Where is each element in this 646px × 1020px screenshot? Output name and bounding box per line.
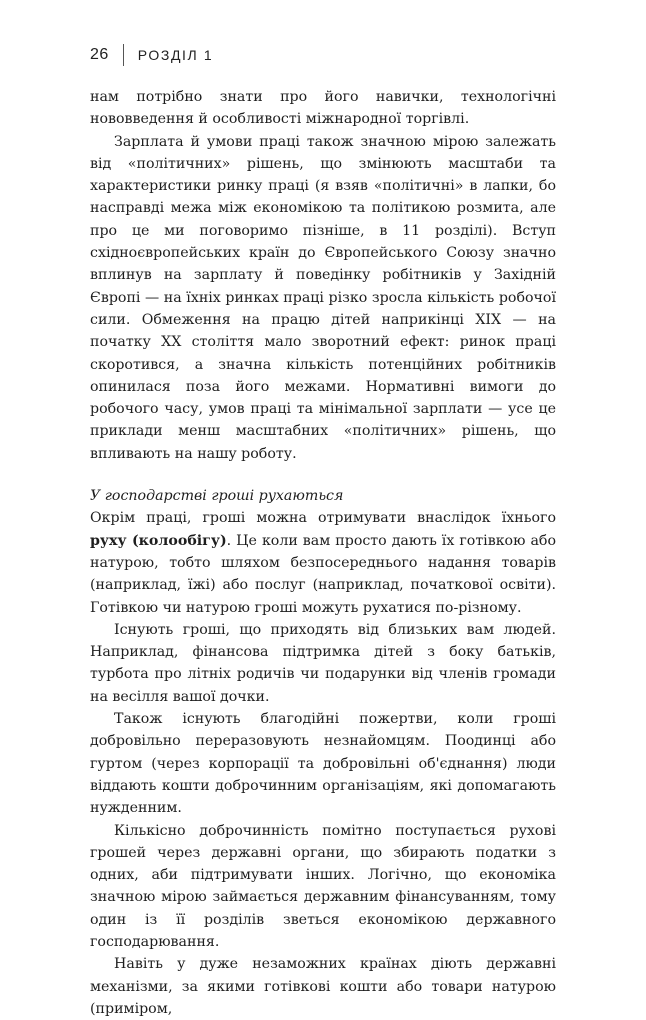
- chapter-title: РОЗДІЛ 1: [137, 47, 214, 63]
- section-title: У господарстві гроші рухаються: [90, 488, 344, 505]
- paragraph-state-funding: Кількісно доброчинність помітно поступається рухові грошей через державні органи, що збирають податки з одних, аби підтримувати інших. Логічно, що економіка значною мірою займається державним фінансуванням, тому один із її розділів зветься економікою державного господарювання.: [90, 822, 556, 950]
- paragraph-state-mechanisms: Навіть у дуже незаможних країнах діють державні механізми, за якими готівкові кошти або товари натурою (приміром,: [90, 956, 556, 1017]
- paragraph-charity: Також існують благодійні пожертви, коли гроші добровільно переразовують незнайомцям. Поодинці або гуртом (через корпорації та добровільні об'єднання) люди віддають кошти доброчинним організаціям, які допомагають нужденним.: [90, 711, 556, 817]
- key-term: руху (колообігу): [90, 532, 227, 549]
- paragraph-continuation: нам потрібно знати про його навички, технологічні нововведення й особливості міжнародної торгівлі.: [90, 89, 556, 128]
- paragraph-money-movement-rest: . Це коли вам просто дають їх готівкою або натурою, тобто шляхом безпосереднього надання товарів (наприклад, їжі) або послуг (наприклад, початкової освіти). Готівкою чи натурою гроші можуть рухатися по-різному.: [90, 532, 556, 616]
- paragraph-wages-politics: Зарплата й умови праці також значною мірою залежать від «політичних» рішень, що змінюють масштаби та характеристики ринку праці (я взяв «політичні» в лапки, бо насправді межа між економікою та політикою розмита, але про це ми поговоримо пізніше, в 11 розділі). Вступ східноєвропейських країн до Європейського Союзу значно вплинув на зарплату й поведінку робітників у Західній Європі — на їхніх ринках праці різко зросла кількість робочої сили. Обмеження на працю дітей наприкінці XIX — на початку XX століття мало зворотний ефект: ринок праці скоротився, а значна кількість потенційних робітників опинилася поза його межами. Нормативні вимоги до робочого часу, умов праці та мінімальної зарплати — усе це приклади менш масштабних «політичних» рішень, що впливають на нашу роботу.: [90, 133, 556, 462]
- body-text: [90, 86, 556, 1020]
- paragraph-family-money: Існують гроші, що приходять від близьких вам людей. Наприклад, фінансова підтримка дітей з боку батьків, турбота про літніх родичів чи подарунки від членів громади на весілля вашої дочки.: [90, 621, 556, 705]
- paragraph-money-movement-start: Окрім праці, гроші можна отримувати внаслідок їхнього: [90, 510, 556, 527]
- page-number: 26: [90, 46, 109, 63]
- header-divider: [123, 44, 124, 66]
- running-head: [90, 44, 213, 66]
- paragraph-money-movement: [90, 507, 556, 618]
